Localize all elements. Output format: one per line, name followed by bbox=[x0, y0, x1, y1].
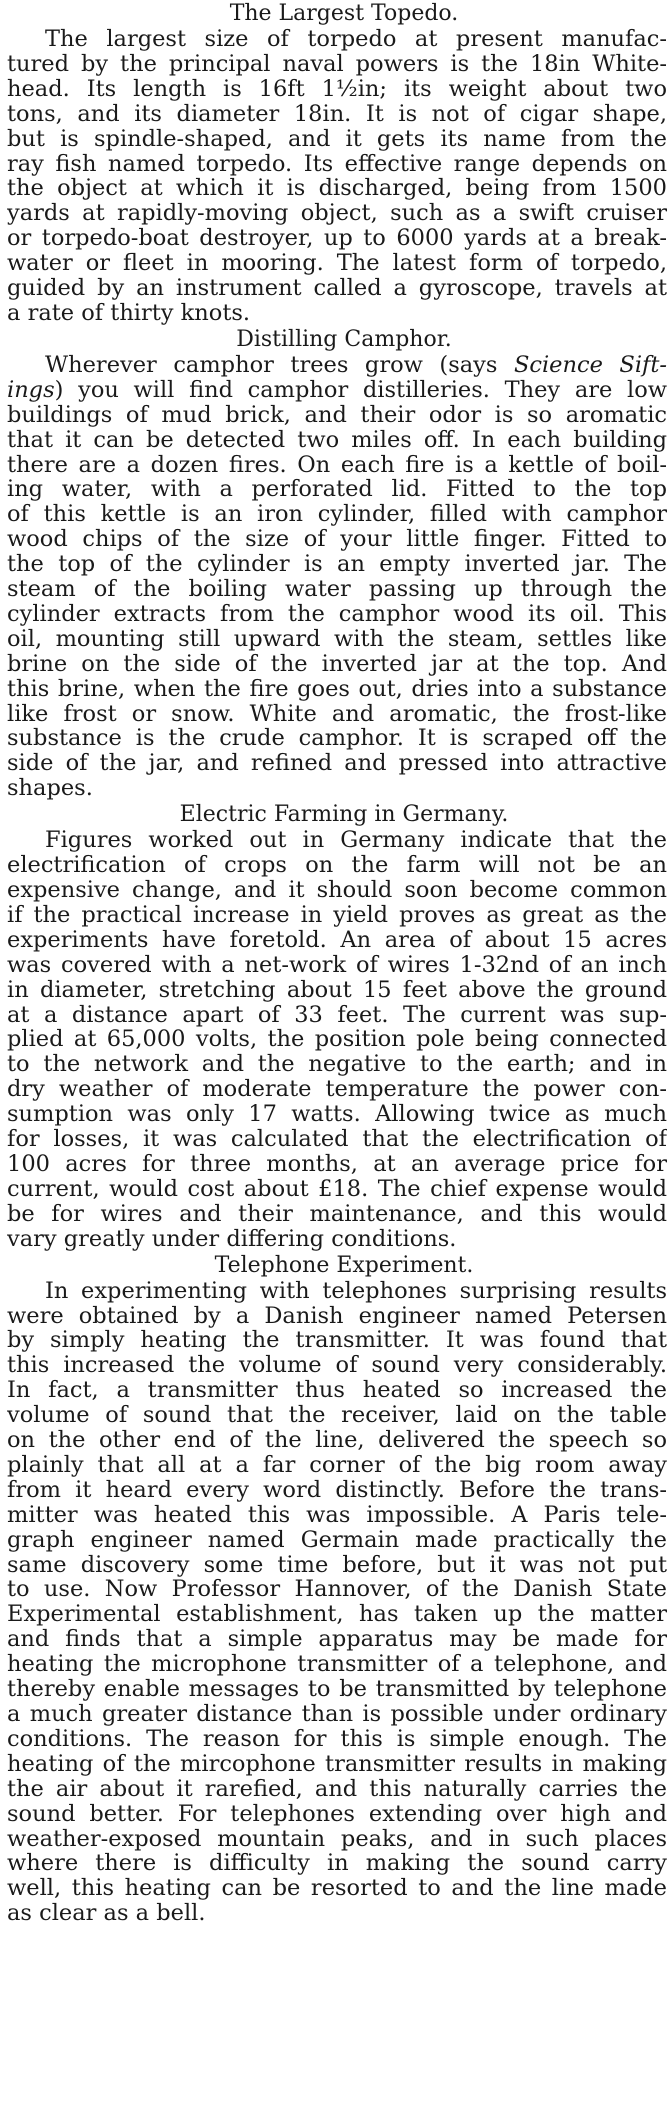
text-line: the top of the cylinder is an empty inverted jar. The bbox=[7, 552, 667, 578]
text-line: head. Its length is 16ft 1½in; its weight about two bbox=[7, 76, 667, 102]
text-line: plainly that all at a far corner of the big room away bbox=[7, 1452, 667, 1478]
text-line: In fact, a transmitter thus heated so increased the bbox=[7, 1378, 667, 1404]
text-line: by simply heating the transmitter. It was found that bbox=[7, 1328, 667, 1354]
text-line: vary greatly under differing conditions. bbox=[7, 1226, 457, 1252]
text-line: to use. Now Professor Hannover, of the Danish State bbox=[7, 1577, 667, 1603]
article-body bbox=[7, 828, 667, 1251]
text-line: be for wires and their maintenance, and this would bbox=[7, 1201, 667, 1227]
article-title: Electric Farming in Germany. bbox=[179, 802, 509, 828]
text-line: substance is the crude camphor. It is scraped off the bbox=[7, 726, 667, 752]
article-electric-farming bbox=[7, 801, 667, 1251]
text-line: graph engineer named Germain made practically the bbox=[7, 1527, 667, 1553]
text-line: a much greater distance than is possible under ordinary bbox=[7, 1702, 667, 1727]
text-line: this increased the volume of sound very considerably. bbox=[7, 1353, 667, 1379]
text-line: cylinder extracts from the camphor wood its oil. This bbox=[7, 601, 667, 627]
text-line: electrification of crops on the farm will not be an bbox=[7, 853, 667, 878]
text-line: steam of the boiling water passing up through the bbox=[7, 577, 667, 602]
periodical-name: Science Sift- bbox=[513, 352, 667, 378]
text-line: tons, and its diameter 18in. It is not of cigar shape, bbox=[7, 101, 667, 127]
text-line: for losses, it was calculated that the electrification of bbox=[7, 1127, 667, 1152]
text-line: current, would cost about £18. The chief expense would bbox=[7, 1176, 667, 1202]
text-line: Wherever camphor trees grow (says Science Sift- bbox=[45, 352, 667, 378]
text-line: were obtained by a Danish engineer named Petersen bbox=[7, 1303, 667, 1329]
text-line: but is spindle-shaped, and it gets its name from the bbox=[7, 126, 667, 152]
text-line: volume of sound that the receiver, laid on the table bbox=[7, 1403, 667, 1429]
article-title: Distilling Camphor. bbox=[236, 326, 452, 352]
article-distilling-camphor bbox=[7, 326, 667, 801]
text-line: was covered with a net-work of wires 1-32nd of an inch bbox=[7, 952, 667, 978]
periodical-name: ings bbox=[7, 377, 55, 403]
text-line: oil, mounting still upward with the steam, settles like bbox=[7, 626, 667, 652]
text-line: the object at which it is discharged, being from 1500 bbox=[7, 176, 667, 202]
text-line: shapes. bbox=[7, 776, 93, 802]
text-line: expensive change, and it should soon become common bbox=[7, 878, 667, 903]
article-largest-torpedo bbox=[7, 0, 667, 326]
text-line: side of the jar, and refined and pressed into attractive bbox=[7, 751, 667, 777]
article-body bbox=[7, 1279, 667, 1927]
article-telephone-experiment bbox=[7, 1252, 667, 1927]
text-line: on the other end of the line, delivered the speech so bbox=[7, 1428, 667, 1453]
text-line: water or fleet in mooring. The latest form of torpedo, bbox=[7, 251, 667, 277]
text-line: or torpedo-boat destroyer, up to 6000 yards at a break- bbox=[7, 226, 667, 252]
text-line: mitter was heated this was impossible. A Paris tele- bbox=[7, 1502, 667, 1528]
text-line: as clear as a bell. bbox=[7, 1901, 206, 1927]
text-line: Experimental establishment, has taken up the matter bbox=[7, 1602, 667, 1628]
text-line: the air about it rarefied, and this naturally carries the bbox=[7, 1776, 667, 1802]
text-line: like frost or snow. White and aromatic, the frost-like bbox=[7, 701, 667, 727]
text-line: at a distance apart of 33 feet. The current was sup- bbox=[7, 1002, 667, 1028]
text-line: ing water, with a perforated lid. Fitted to the top bbox=[7, 477, 667, 503]
text-line: where there is difficulty in making the sound carry bbox=[7, 1851, 667, 1877]
text-line: experiments have foretold. An area of about 15 acres bbox=[7, 927, 667, 953]
article-body bbox=[7, 27, 667, 326]
text-line: heating the microphone transmitter of a telephone, and bbox=[7, 1652, 667, 1678]
text-line: plied at 65,000 volts, the position pole being connected bbox=[7, 1027, 667, 1053]
text-line: Figures worked out in Germany indicate that the bbox=[45, 828, 667, 854]
article-title: Telephone Experiment. bbox=[214, 1252, 474, 1278]
text-line: that it can be detected two miles off. In each building bbox=[7, 427, 667, 453]
text-line: well, this heating can be resorted to and the line made bbox=[7, 1876, 667, 1902]
text-line: if the practical increase in yield proves as great as the bbox=[7, 902, 667, 928]
text-line: 100 acres for three months, at an average price for bbox=[7, 1151, 667, 1177]
article-title: The Largest Topedo. bbox=[229, 1, 459, 26]
text-line: from it heard every word distinctly. Before the trans- bbox=[7, 1477, 667, 1503]
text-line: buildings of mud brick, and their odor is so aromatic bbox=[7, 402, 667, 428]
text-line: In experimenting with telephones surprising results bbox=[45, 1278, 667, 1304]
text-line: The largest size of torpedo at present manufac- bbox=[45, 27, 667, 52]
text-line: ray fish named torpedo. Its effective range depends on bbox=[7, 151, 667, 177]
text-line: ings) you will find camphor distilleries. They are low bbox=[7, 377, 667, 403]
text-line: sound better. For telephones extending over high and bbox=[7, 1801, 667, 1827]
text-line: same discovery some time before, but it was not put bbox=[7, 1552, 667, 1578]
text-line: tured by the principal naval powers is the 18in White- bbox=[7, 51, 667, 77]
article-body bbox=[7, 353, 667, 801]
text-line: thereby enable messages to be transmitted by telephone bbox=[7, 1677, 667, 1702]
text-line: brine on the side of the inverted jar at the top. And bbox=[7, 651, 667, 677]
text-line: dry weather of moderate temperature the power con- bbox=[7, 1077, 667, 1103]
text-line: in diameter, stretching about 15 feet above the ground bbox=[7, 977, 667, 1003]
text-line: this brine, when the fire goes out, dries into a substance bbox=[7, 676, 667, 702]
text-line: heating of the mircophone transmitter results in making bbox=[7, 1751, 667, 1777]
text-line: and finds that a simple apparatus may be made for bbox=[7, 1627, 667, 1653]
text-line: yards at rapidly-moving object, such as a swift cruiser bbox=[7, 201, 667, 227]
text-line: sumption was only 17 watts. Allowing twice as much bbox=[7, 1102, 667, 1128]
text-line: to the network and the negative to the earth; and in bbox=[7, 1052, 667, 1078]
text-line: a rate of thirty knots. bbox=[7, 300, 251, 326]
text-line: weather-exposed mountain peaks, and in such places bbox=[7, 1826, 667, 1852]
text-line: guided by an instrument called a gyroscope, travels at bbox=[7, 276, 667, 301]
text-line: conditions. The reason for this is simple enough. The bbox=[7, 1726, 667, 1752]
text-line: of this kettle is an iron cylinder, filled with camphor bbox=[7, 502, 667, 528]
text-line: there are a dozen fires. On each fire is a kettle of boil- bbox=[7, 452, 667, 478]
text-line: wood chips of the size of your little finger. Fitted to bbox=[7, 527, 667, 553]
